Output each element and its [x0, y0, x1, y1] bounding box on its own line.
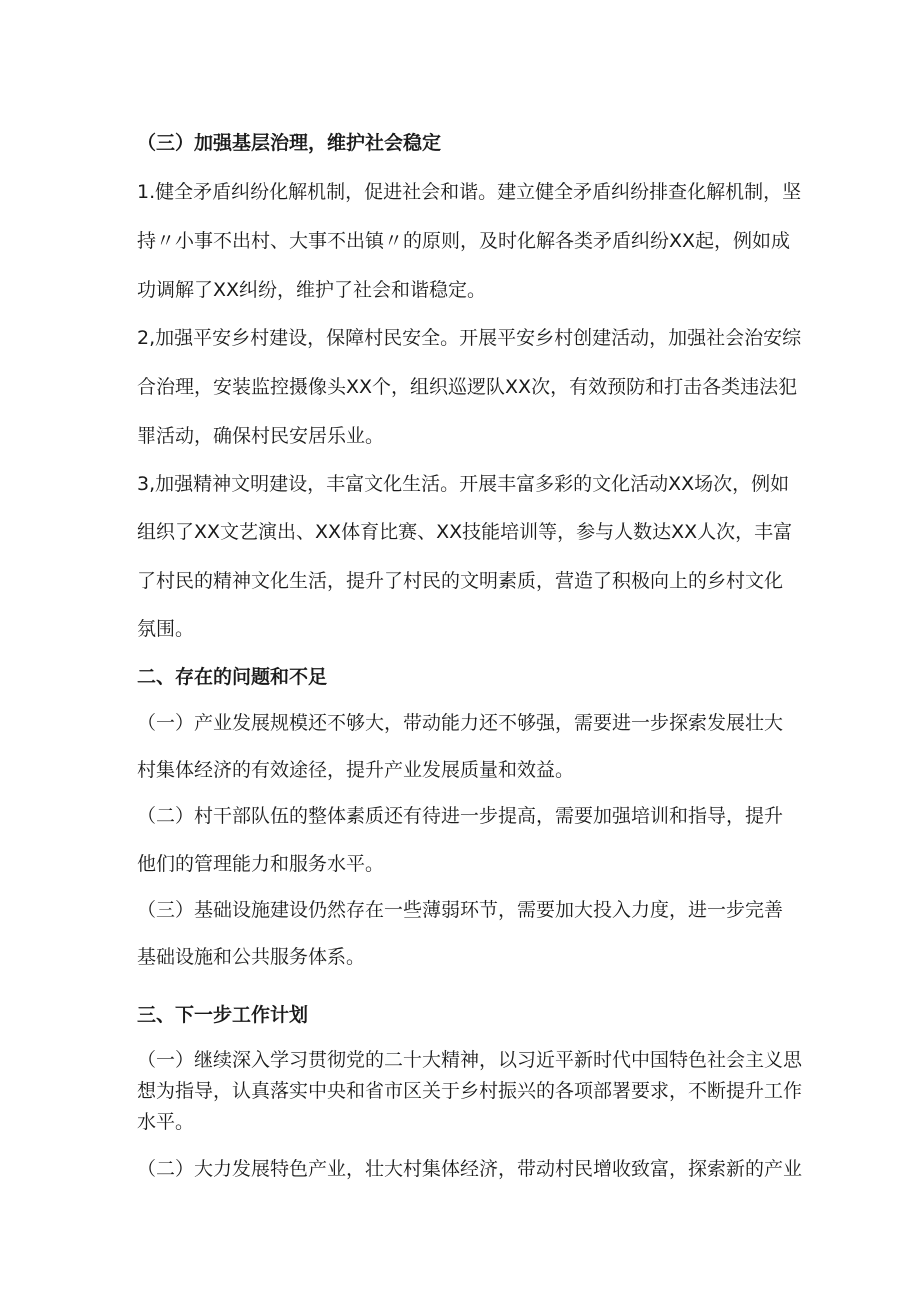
paragraph-line: 他们的管理能力和服务水平。 [137, 853, 385, 875]
paragraph-line: 想为指导，认真落实中央和省市区关于乡村振兴的各项部署要求，不断提升工作 [137, 1080, 803, 1102]
paragraph-line: 基础设施和公共服务体系。 [137, 946, 366, 968]
section-heading: 三、下一步工作计划 [137, 1004, 309, 1026]
paragraph-line: 功调解了XX纠纷，维护了社会和谐稳定。 [137, 279, 487, 301]
paragraph-line: 了村民的精神文化生活，提升了村民的文明素质，营造了积极向上的乡村文化 [137, 570, 784, 592]
paragraph-line: 村集体经济的有效途径，提升产业发展质量和效益。 [137, 759, 575, 781]
paragraph-line: 组织了XX文艺演出、XX体育比赛、XX技能培训等，参与人数达XX人次，丰富 [137, 521, 793, 543]
paragraph-line: （二）大力发展特色产业，壮大村集体经济，带动村民增收致富，探索新的产业 [137, 1158, 803, 1180]
paragraph-line: 罪活动，确保村民安居乐业。 [137, 425, 385, 447]
paragraph-line: （一）继续深入学习贯彻党的二十大精神，以习近平新时代中国特色社会主义思 [137, 1049, 803, 1071]
paragraph-line: 氛围。 [137, 618, 195, 640]
paragraph-line: 持〃小事不出村、大事不出镇〃的原则，及时化解各类矛盾纠纷XX起，例如成 [137, 230, 791, 252]
paragraph-line: （一）产业发展规模还不够大，带动能力还不够强，需要进一步探索发展壮大 [137, 712, 784, 734]
paragraph-line: 2,加强平安乡村建设，保障村民安全。开展平安乡村创建活动，加强社会治安综 [137, 327, 802, 349]
paragraph-line: （二）村干部队伍的整体素质还有待进一步提高，需要加强培训和指导，提升 [137, 805, 784, 827]
paragraph-line: （三）基础设施建设仍然存在一些薄弱环节，需要加大投入力度，进一步完善 [137, 899, 784, 921]
paragraph-line: 1.健全矛盾纠纷化解机制，促进社会和谐。建立健全矛盾纠纷排查化解机制，坚 [137, 181, 802, 203]
paragraph-line: 水平。 [137, 1111, 195, 1133]
section-heading: （三）加强基层治理，维护社会稳定 [137, 132, 442, 154]
paragraph-line: 3,加强精神文明建设，丰富文化生活。开展丰富多彩的文化活动XX场次，例如 [137, 473, 790, 495]
section-heading: 二、存在的问题和不足 [137, 666, 328, 688]
paragraph-line: 合治理，安装监控摄像头XX个，组织巡逻队XX次，有效预防和打击各类违法犯 [137, 376, 798, 398]
